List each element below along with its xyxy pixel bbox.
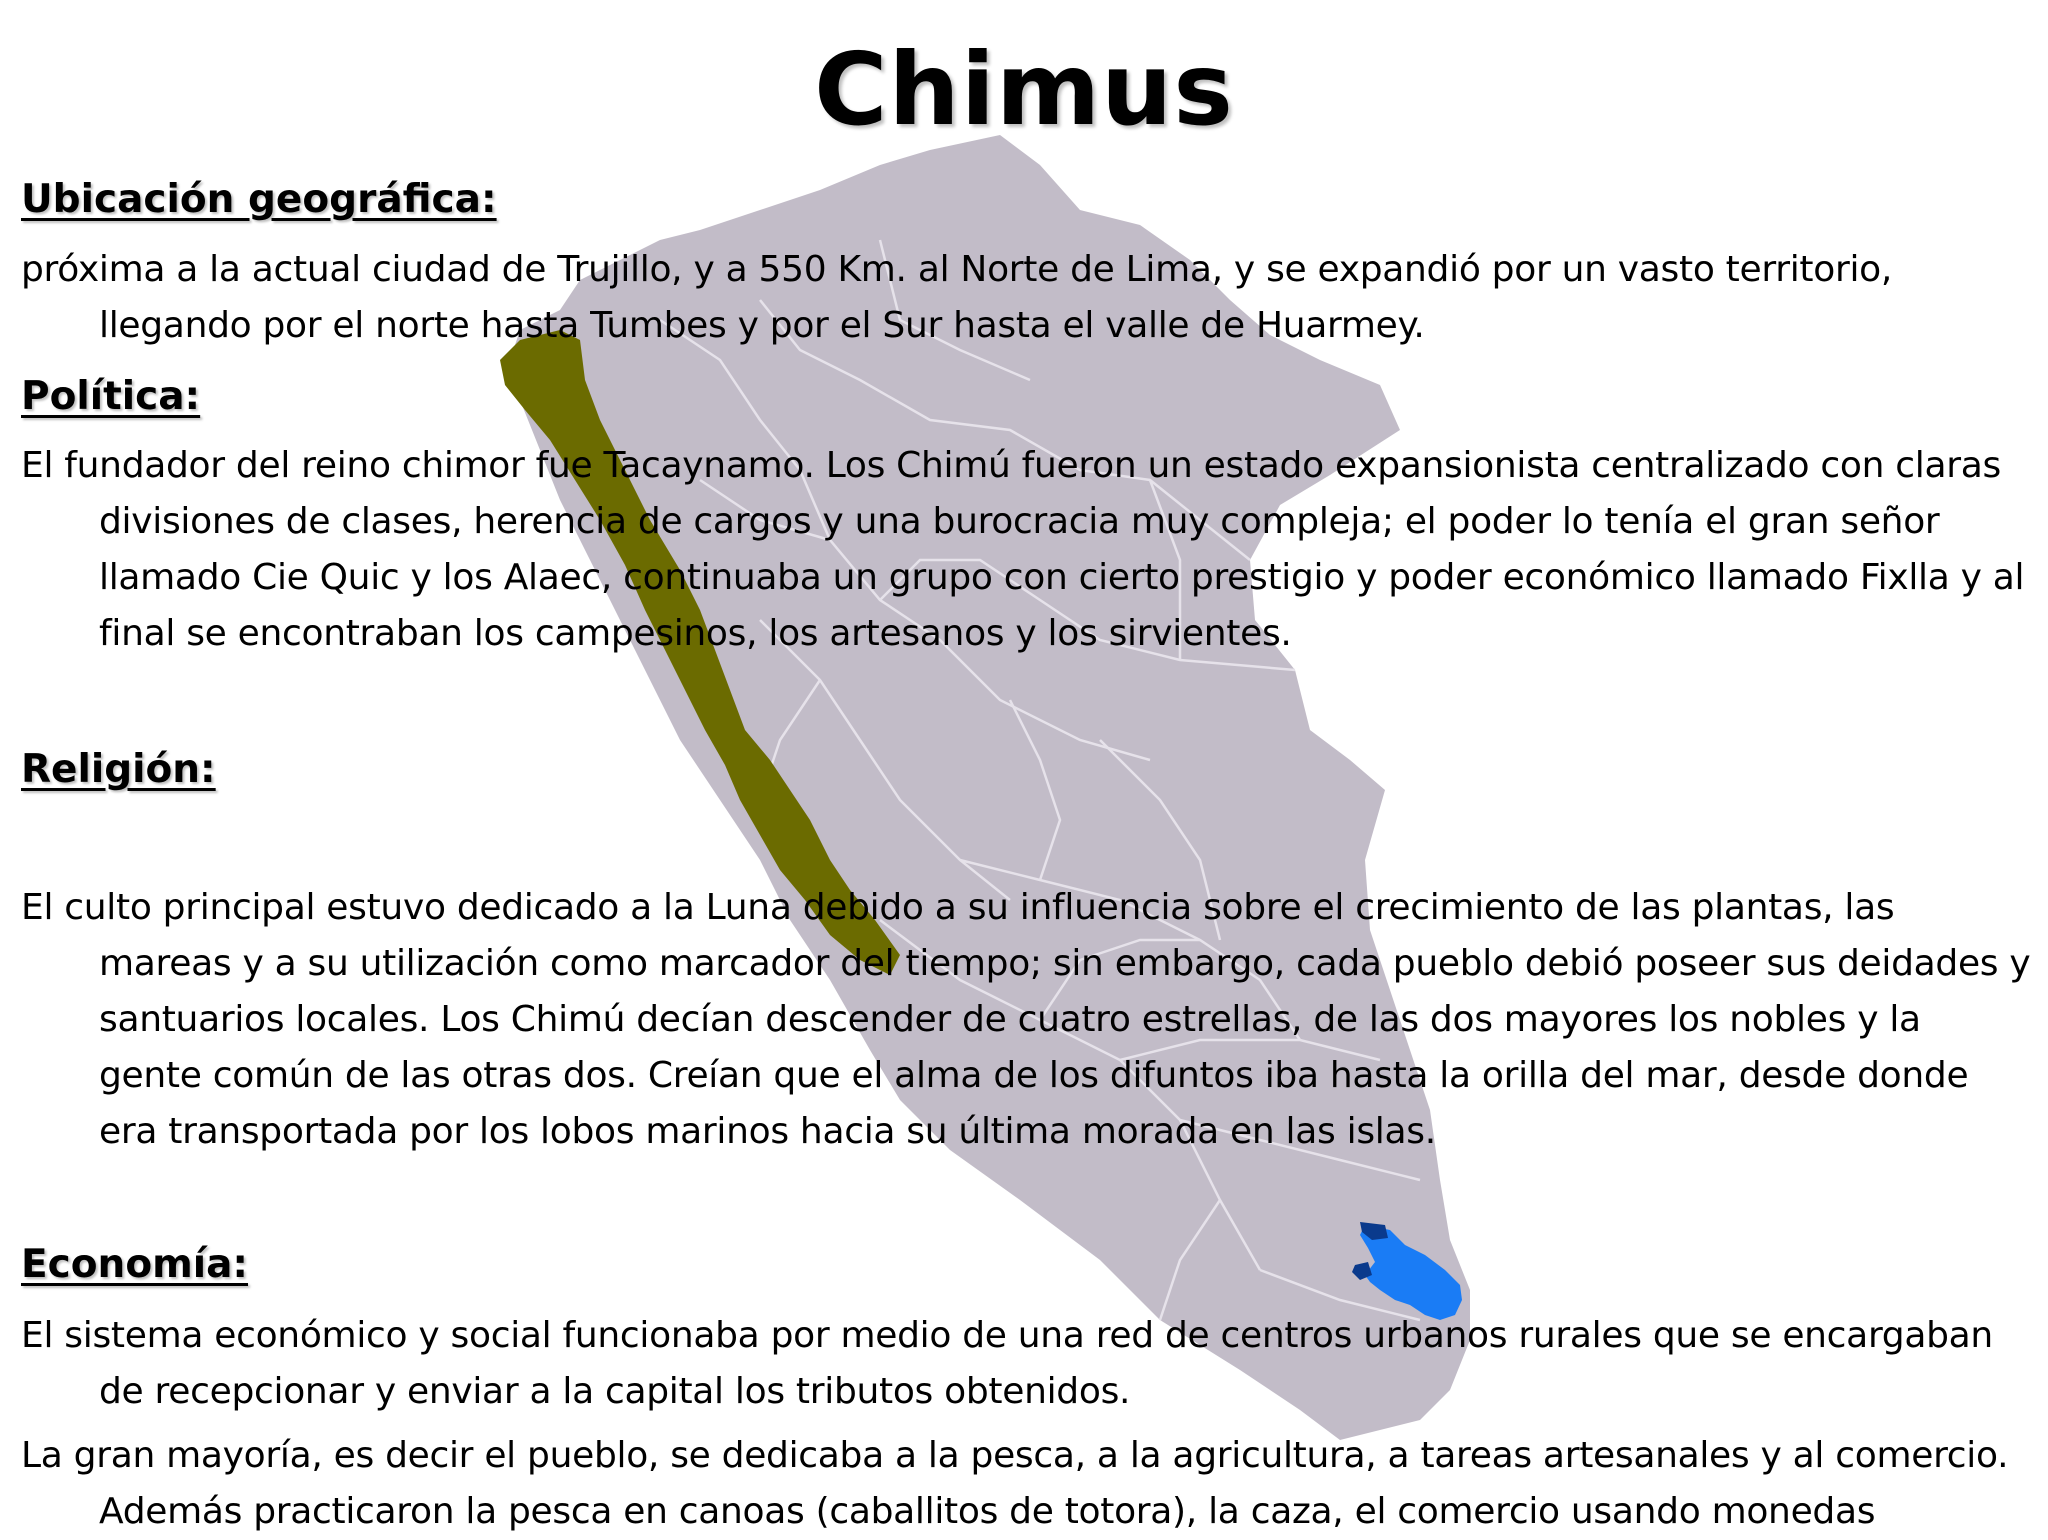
paragraph-economia-2: La gran mayoría, es decir el pueblo, se dedicaba a la pesca, a la agricultura, a tareas artesanales y al comercio. Además practicaron la pesca en canoas (caballitos de totora), la caza, el comercio usando monedas xyxy=(21,1435,2009,1532)
paragraph-ubicacion: próxima a la actual ciudad de Trujillo, y a 550 Km. al Norte de Lima, y se expandió por un vasto territorio, llegando por el norte hasta Tumbes y por el Sur hasta el valle de Huarmey. xyxy=(21,249,1893,346)
paragraph-economia-1: El sistema económico y social funcionaba por medio de una red de centros urbanos rurales que se encargaban de recepcionar y enviar a la capital los tributos obtenidos. xyxy=(21,1315,1993,1412)
heading-economia: Economía: xyxy=(21,1242,249,1287)
heading-politica: Política: xyxy=(21,374,201,419)
paragraph-religion: El culto principal estuvo dedicado a la Luna debido a su influencia sobre el crecimiento de las plantas, las mareas y a su utilización como marcador del tiempo; sin embargo, cada pueblo debió poseer sus deidades y santuarios locales. Los Chimú decían descender de cuatro estrellas, de las dos mayores los nobles y la gente común de las otras dos. Creían que el alma de los difuntos iba hasta la orilla del mar, desde donde era transportada por los lobos marinos hacia su última morada en las islas. xyxy=(21,887,2031,1152)
paragraph-politica: El fundador del reino chimor fue Tacaynamo. Los Chimú fueron un estado expansionista centralizado con claras divisiones de clases, herencia de cargos y una burocracia muy compleja; el poder lo tenía el gran señor llamado Cie Quic y los Alaec, continuaba un grupo con cierto prestigio y poder económico llamado Fixlla y al final se encontraban los campesinos, los artesanos y los sirvientes. xyxy=(21,445,2025,654)
page-title: Chimus xyxy=(814,31,1234,148)
heading-ubicacion: Ubicación geográfica: xyxy=(21,177,497,222)
heading-religion: Religión: xyxy=(21,747,216,792)
